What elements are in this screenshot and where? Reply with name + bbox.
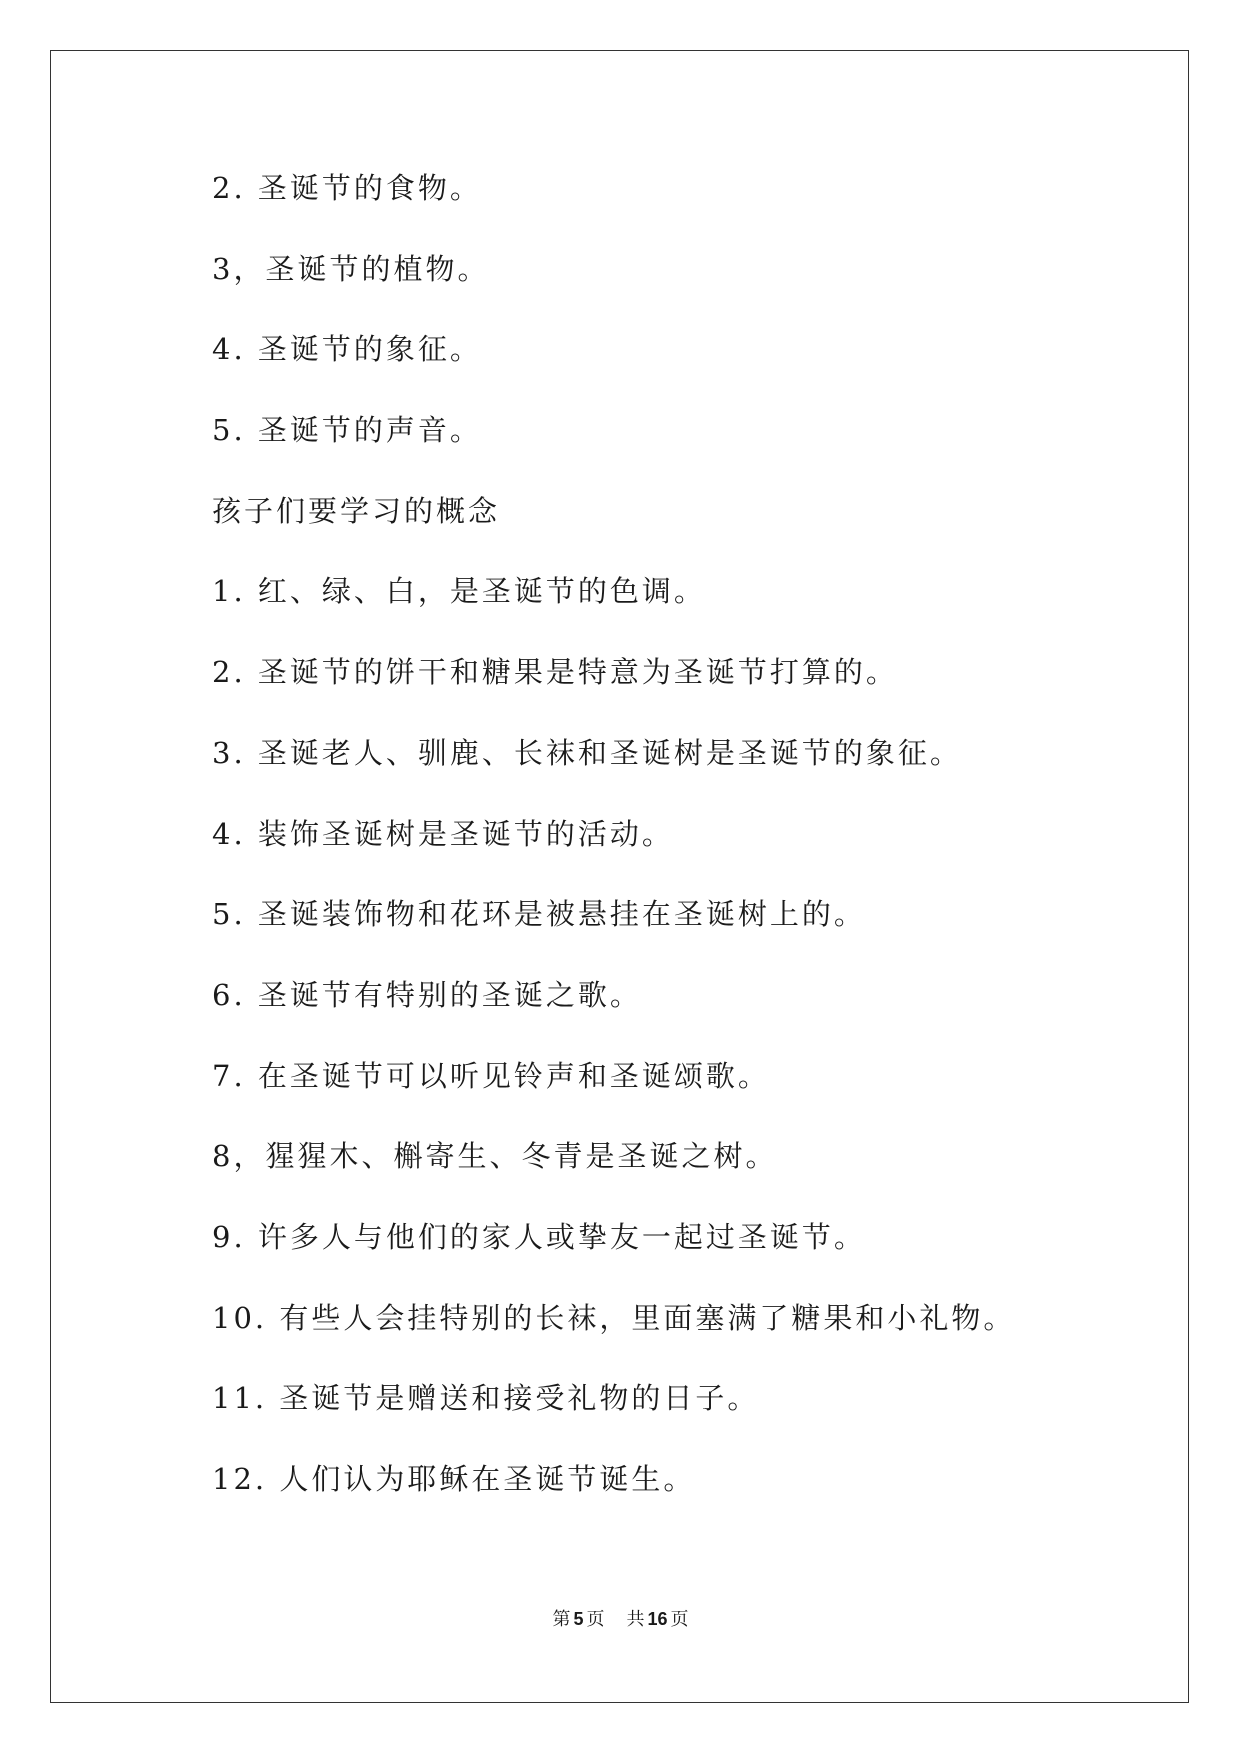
list-item: 7. 在圣诞节可以听见铃声和圣诞颂歌。 bbox=[212, 1058, 770, 1093]
list-item: 1. 红、绿、白，是圣诞节的色调。 bbox=[212, 574, 706, 609]
document-body bbox=[212, 170, 1112, 1542]
list-item: 3. 圣诞老人、驯鹿、长袜和圣诞树是圣诞节的象征。 bbox=[212, 735, 962, 770]
list-item: 2. 圣诞节的饼干和糖果是特意为圣诞节打算的。 bbox=[212, 655, 898, 690]
list-item: 2. 圣诞节的食物。 bbox=[212, 171, 482, 205]
total-pages: 16 bbox=[647, 1609, 668, 1629]
total-suffix: 页 bbox=[670, 1609, 689, 1630]
list-item: 9. 许多人与他们的家人或挚友一起过圣诞节。 bbox=[212, 1219, 866, 1254]
list-item: 8，猩猩木、槲寄生、冬青是圣诞之树。 bbox=[212, 1139, 778, 1174]
total-prefix: 共 bbox=[626, 1609, 645, 1630]
list-item: 11. 圣诞节是赠送和接受礼物的日子。 bbox=[212, 1381, 760, 1416]
list-item: 5. 圣诞装饰物和花环是被悬挂在圣诞树上的。 bbox=[212, 897, 866, 932]
section-heading: 孩子们要学习的概念 bbox=[212, 493, 501, 528]
page-suffix: 页 bbox=[586, 1609, 605, 1630]
list-item: 6. 圣诞节有特别的圣诞之歌。 bbox=[212, 977, 642, 1012]
list-item: 4. 圣诞节的象征。 bbox=[212, 332, 482, 367]
list-item: 4. 装饰圣诞树是圣诞节的活动。 bbox=[212, 816, 674, 851]
list-item: 5. 圣诞节的声音。 bbox=[212, 413, 482, 448]
list-item: 12. 人们认为耶稣在圣诞节诞生。 bbox=[212, 1462, 696, 1496]
list-item: 3，圣诞节的植物。 bbox=[212, 251, 490, 286]
list-item: 10. 有些人会挂特别的长袜，里面塞满了糖果和小礼物。 bbox=[212, 1300, 1016, 1335]
page-prefix: 第 bbox=[552, 1609, 571, 1630]
page-number: 5 bbox=[573, 1609, 584, 1629]
page-footer bbox=[0, 1608, 1241, 1631]
